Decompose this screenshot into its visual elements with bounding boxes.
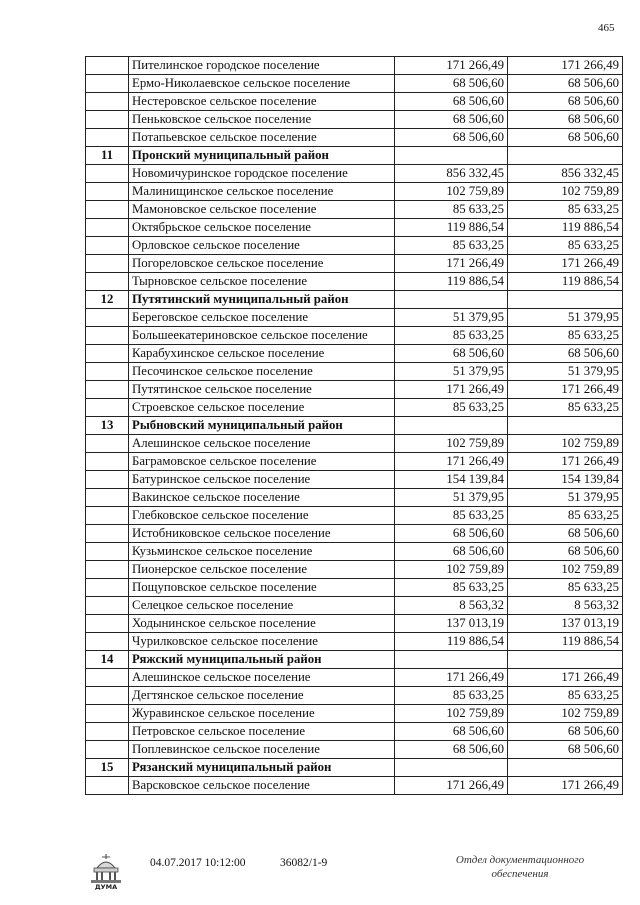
- table-row: [86, 435, 623, 453]
- table-row: [86, 741, 623, 759]
- row-index: [86, 471, 129, 489]
- amount-value-2: 171 266,49: [508, 453, 623, 471]
- amount-value-1: 8 563,32: [395, 597, 508, 615]
- amount-value-2: 102 759,89: [508, 435, 623, 453]
- amount-value-2: 85 633,25: [508, 201, 623, 219]
- row-index: [86, 669, 129, 687]
- row-index: [86, 363, 129, 381]
- amount-value-1: 85 633,25: [395, 237, 508, 255]
- settlement-name: Путятинское сельское поселение: [129, 381, 395, 399]
- table-row: [86, 579, 623, 597]
- row-index: 11: [86, 147, 129, 165]
- table-row: [86, 615, 623, 633]
- amount-value-2: 171 266,49: [508, 777, 623, 795]
- row-index: [86, 93, 129, 111]
- amount-value-2: 102 759,89: [508, 561, 623, 579]
- settlement-name: Чурилковское сельское поселение: [129, 633, 395, 651]
- amount-value-2: 119 886,54: [508, 219, 623, 237]
- row-index: [86, 705, 129, 723]
- table-row: [86, 687, 623, 705]
- table-row: [86, 543, 623, 561]
- settlement-name: Пощуповское сельское поселение: [129, 579, 395, 597]
- amount-value-1: 51 379,95: [395, 489, 508, 507]
- table-row: [86, 525, 623, 543]
- settlement-name: Потапьевское сельское поселение: [129, 129, 395, 147]
- row-index: [86, 561, 129, 579]
- settlement-name: Баграмовское сельское поселение: [129, 453, 395, 471]
- settlement-name: Поплевинское сельское поселение: [129, 741, 395, 759]
- table-body: [86, 57, 623, 795]
- footer-date: 04.07.2017 10:12:00: [150, 857, 246, 869]
- settlement-name: Пителинское городское поселение: [129, 57, 395, 75]
- amount-value-2: 85 633,25: [508, 579, 623, 597]
- amount-value-2: 8 563,32: [508, 597, 623, 615]
- table-row: [86, 381, 623, 399]
- amount-value-1: 68 506,60: [395, 75, 508, 93]
- amount-value-1: 85 633,25: [395, 579, 508, 597]
- table-row: [86, 705, 623, 723]
- table-row: [86, 111, 623, 129]
- amount-value-2: 68 506,60: [508, 525, 623, 543]
- amount-value-2: [508, 759, 623, 777]
- amount-value-1: 68 506,60: [395, 741, 508, 759]
- row-index: [86, 507, 129, 525]
- amount-value-1: 137 013,19: [395, 615, 508, 633]
- amount-value-2: 171 266,49: [508, 57, 623, 75]
- row-index: [86, 345, 129, 363]
- district-name: Рыбновский муниципальный район: [129, 417, 395, 435]
- table-row: [86, 165, 623, 183]
- footer-department: [440, 853, 600, 881]
- table-row: [86, 75, 623, 93]
- district-name: Рязанский муниципальный район: [129, 759, 395, 777]
- amount-value-1: 119 886,54: [395, 633, 508, 651]
- row-index: [86, 741, 129, 759]
- table-row: [86, 273, 623, 291]
- amount-value-2: 68 506,60: [508, 741, 623, 759]
- amount-value-2: 119 886,54: [508, 273, 623, 291]
- row-index: [86, 129, 129, 147]
- row-index: [86, 309, 129, 327]
- settlement-name: Ермо-Николаевское сельское поселение: [129, 75, 395, 93]
- table-row: [86, 219, 623, 237]
- amount-value-2: [508, 147, 623, 165]
- table-row: [86, 363, 623, 381]
- amount-value-1: 85 633,25: [395, 507, 508, 525]
- table-row: [86, 237, 623, 255]
- settlement-name: Нестеровское сельское поселение: [129, 93, 395, 111]
- table-row: [86, 57, 623, 75]
- settlement-name: Дегтянское сельское поселение: [129, 687, 395, 705]
- district-name: Ряжский муниципальный район: [129, 651, 395, 669]
- amount-value-1: 68 506,60: [395, 93, 508, 111]
- amount-value-1: 119 886,54: [395, 273, 508, 291]
- amount-value-1: 171 266,49: [395, 453, 508, 471]
- amount-value-2: 171 266,49: [508, 381, 623, 399]
- amount-value-2: 51 379,95: [508, 309, 623, 327]
- amount-value-1: [395, 147, 508, 165]
- amount-value-2: 68 506,60: [508, 723, 623, 741]
- row-index: [86, 165, 129, 183]
- duma-logo-icon: [88, 852, 124, 890]
- settlement-name: Орловское сельское поселение: [129, 237, 395, 255]
- row-index: [86, 273, 129, 291]
- amount-value-1: [395, 651, 508, 669]
- amount-value-1: 68 506,60: [395, 345, 508, 363]
- table-row: [86, 669, 623, 687]
- table-row: [86, 399, 623, 417]
- settlement-name: Петровское сельское поселение: [129, 723, 395, 741]
- settlement-name: Пеньковское сельское поселение: [129, 111, 395, 129]
- settlement-name: Алешинское сельское поселение: [129, 435, 395, 453]
- amount-value-2: 85 633,25: [508, 399, 623, 417]
- row-index: [86, 489, 129, 507]
- table-row: [86, 777, 623, 795]
- table-row: [86, 93, 623, 111]
- row-index: [86, 237, 129, 255]
- settlement-name: Октябрьское сельское поселение: [129, 219, 395, 237]
- row-index: [86, 219, 129, 237]
- table-row: [86, 561, 623, 579]
- settlement-name: Журавинское сельское поселение: [129, 705, 395, 723]
- amount-value-2: 51 379,95: [508, 489, 623, 507]
- settlement-name: Новомичуринское городское поселение: [129, 165, 395, 183]
- settlement-name: Малинищинское сельское поселение: [129, 183, 395, 201]
- row-index: [86, 543, 129, 561]
- amount-value-2: 102 759,89: [508, 705, 623, 723]
- amount-value-1: 68 506,60: [395, 111, 508, 129]
- row-index: [86, 111, 129, 129]
- amount-value-2: [508, 417, 623, 435]
- row-index: 15: [86, 759, 129, 777]
- amount-value-1: 68 506,60: [395, 543, 508, 561]
- table-row: [86, 183, 623, 201]
- table-row: [86, 489, 623, 507]
- table-row: [86, 723, 623, 741]
- amount-value-1: 85 633,25: [395, 327, 508, 345]
- settlement-name: Алешинское сельское поселение: [129, 669, 395, 687]
- row-index: [86, 57, 129, 75]
- amount-value-1: 68 506,60: [395, 129, 508, 147]
- settlement-name: Погореловское сельское поселение: [129, 255, 395, 273]
- row-index: [86, 723, 129, 741]
- amount-value-2: 171 266,49: [508, 669, 623, 687]
- row-index: [86, 687, 129, 705]
- row-index: [86, 327, 129, 345]
- amount-value-1: 102 759,89: [395, 561, 508, 579]
- amount-value-2: [508, 291, 623, 309]
- amount-value-1: 171 266,49: [395, 381, 508, 399]
- budget-table: [85, 56, 623, 795]
- footer-department-line-1: Отдел документационного: [455, 854, 585, 866]
- amount-value-2: 856 332,45: [508, 165, 623, 183]
- amount-value-1: 102 759,89: [395, 435, 508, 453]
- district-row: [86, 291, 623, 309]
- footer-department-line-2: обеспечения: [491, 868, 549, 880]
- settlement-name: Батуринское сельское поселение: [129, 471, 395, 489]
- settlement-name: Мамоновское сельское поселение: [129, 201, 395, 219]
- amount-value-2: [508, 651, 623, 669]
- row-index: [86, 525, 129, 543]
- page-number: 465: [598, 22, 615, 34]
- amount-value-2: 68 506,60: [508, 345, 623, 363]
- footer-document-code: 36082/1-9: [280, 857, 328, 869]
- amount-value-1: 51 379,95: [395, 309, 508, 327]
- row-index: 13: [86, 417, 129, 435]
- table-row: [86, 327, 623, 345]
- district-row: [86, 417, 623, 435]
- settlement-name: Варсковское сельское поселение: [129, 777, 395, 795]
- row-index: [86, 633, 129, 651]
- settlement-name: Большеекатериновское сельское поселение: [129, 327, 395, 345]
- amount-value-1: 51 379,95: [395, 363, 508, 381]
- row-index: [86, 183, 129, 201]
- table-row: [86, 471, 623, 489]
- settlement-name: Истобниковское сельское поселение: [129, 525, 395, 543]
- settlement-name: Кузьминское сельское поселение: [129, 543, 395, 561]
- district-row: [86, 147, 623, 165]
- amount-value-2: 68 506,60: [508, 543, 623, 561]
- amount-value-1: 85 633,25: [395, 687, 508, 705]
- amount-value-1: 68 506,60: [395, 525, 508, 543]
- logo-text: ДУМА: [94, 883, 118, 890]
- amount-value-1: 85 633,25: [395, 399, 508, 417]
- row-index: [86, 75, 129, 93]
- amount-value-1: 85 633,25: [395, 201, 508, 219]
- table-row: [86, 255, 623, 273]
- amount-value-1: 171 266,49: [395, 57, 508, 75]
- table-row: [86, 309, 623, 327]
- amount-value-2: 85 633,25: [508, 687, 623, 705]
- district-name: Путятинский муниципальный район: [129, 291, 395, 309]
- table-row: [86, 453, 623, 471]
- settlement-name: Карабухинское сельское поселение: [129, 345, 395, 363]
- table-row: [86, 129, 623, 147]
- row-index: 12: [86, 291, 129, 309]
- row-index: [86, 597, 129, 615]
- amount-value-2: 154 139,84: [508, 471, 623, 489]
- amount-value-2: 68 506,60: [508, 93, 623, 111]
- amount-value-1: 171 266,49: [395, 777, 508, 795]
- table-row: [86, 633, 623, 651]
- settlement-name: Песочинское сельское поселение: [129, 363, 395, 381]
- amount-value-1: 68 506,60: [395, 723, 508, 741]
- amount-value-1: 154 139,84: [395, 471, 508, 489]
- amount-value-2: 119 886,54: [508, 633, 623, 651]
- amount-value-1: [395, 417, 508, 435]
- table-row: [86, 597, 623, 615]
- settlement-name: Глебковское сельское поселение: [129, 507, 395, 525]
- row-index: [86, 255, 129, 273]
- district-row: [86, 651, 623, 669]
- table-row: [86, 201, 623, 219]
- row-index: 14: [86, 651, 129, 669]
- row-index: [86, 435, 129, 453]
- amount-value-2: 68 506,60: [508, 111, 623, 129]
- amount-value-1: 102 759,89: [395, 183, 508, 201]
- settlement-name: Вакинское сельское поселение: [129, 489, 395, 507]
- amount-value-2: 102 759,89: [508, 183, 623, 201]
- amount-value-2: 171 266,49: [508, 255, 623, 273]
- row-index: [86, 201, 129, 219]
- row-index: [86, 777, 129, 795]
- amount-value-2: 85 633,25: [508, 327, 623, 345]
- settlement-name: Тырновское сельское поселение: [129, 273, 395, 291]
- settlement-name: Селецкое сельское поселение: [129, 597, 395, 615]
- amount-value-2: 68 506,60: [508, 129, 623, 147]
- amount-value-2: 68 506,60: [508, 75, 623, 93]
- row-index: [86, 453, 129, 471]
- row-index: [86, 399, 129, 417]
- row-index: [86, 579, 129, 597]
- settlement-name: Ходынинское сельское поселение: [129, 615, 395, 633]
- amount-value-1: [395, 291, 508, 309]
- amount-value-1: 856 332,45: [395, 165, 508, 183]
- amount-value-1: 102 759,89: [395, 705, 508, 723]
- table-row: [86, 345, 623, 363]
- amount-value-1: 119 886,54: [395, 219, 508, 237]
- amount-value-2: 85 633,25: [508, 507, 623, 525]
- amount-value-1: 171 266,49: [395, 255, 508, 273]
- amount-value-2: 85 633,25: [508, 237, 623, 255]
- district-name: Пронский муниципальный район: [129, 147, 395, 165]
- settlement-name: Береговское сельское поселение: [129, 309, 395, 327]
- settlement-name: Пионерское сельское поселение: [129, 561, 395, 579]
- settlement-name: Строевское сельское поселение: [129, 399, 395, 417]
- amount-value-1: [395, 759, 508, 777]
- district-row: [86, 759, 623, 777]
- row-index: [86, 615, 129, 633]
- table-row: [86, 507, 623, 525]
- amount-value-1: 171 266,49: [395, 669, 508, 687]
- amount-value-2: 137 013,19: [508, 615, 623, 633]
- amount-value-2: 51 379,95: [508, 363, 623, 381]
- row-index: [86, 381, 129, 399]
